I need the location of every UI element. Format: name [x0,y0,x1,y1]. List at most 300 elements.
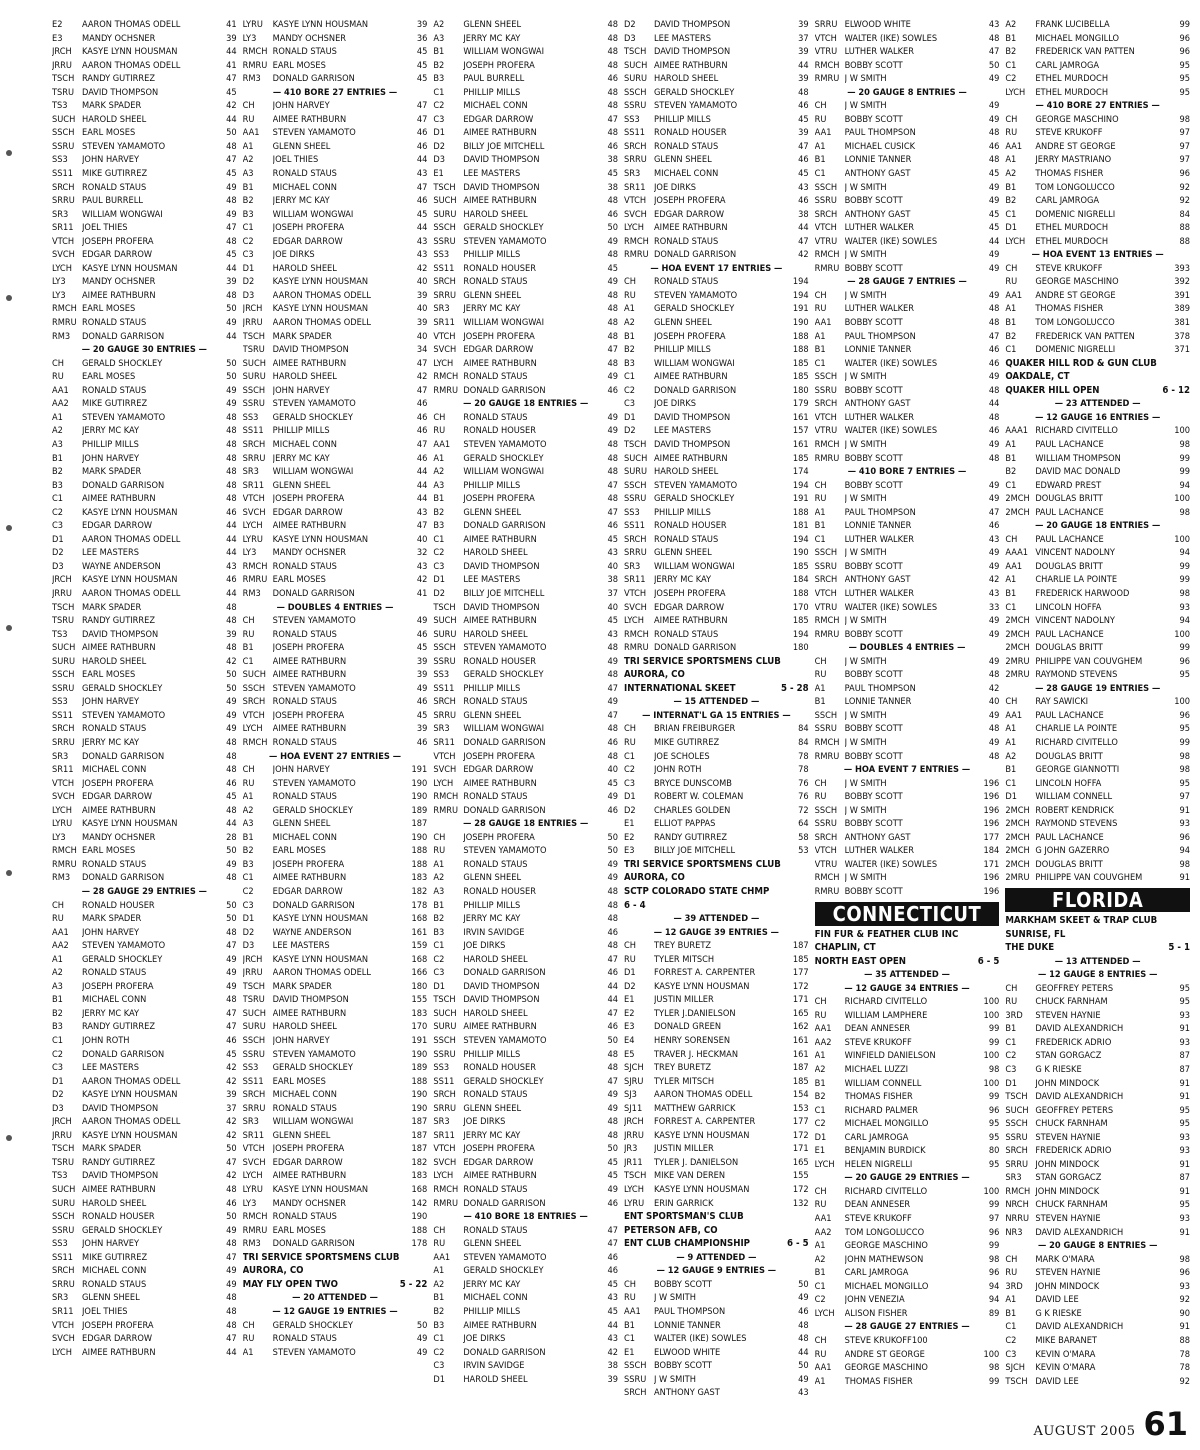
shooter-name: AIMEE RATHBURN [463,195,537,207]
score: 184 [792,574,809,586]
score: 50 [607,845,618,857]
shooter-name: DONALD GARRISON [272,587,355,599]
score: 49 [226,384,237,396]
shooter-name: IRVIN SAVIDGE [463,1360,525,1372]
shooter-name: MIKE BARANET [1035,1334,1097,1346]
score: 45 [226,168,237,180]
result-row [815,858,1000,872]
shooter-name: MICHAEL CONN [272,831,337,843]
result-row [624,411,809,425]
result-row [433,966,618,980]
class-code: SSCH [242,1035,266,1047]
result-row [624,506,809,520]
score: 50 [226,1143,237,1155]
shooter-name: AIMEE RATHBURN [463,1021,537,1033]
class-code: SSRU [52,1224,75,1236]
shooter-name: WAYNE ANDERSON [82,560,161,572]
result-row [815,1063,1000,1077]
class-code: RU [242,113,255,125]
club-header: ENT SPORTSMAN'S CLUB [624,1211,744,1223]
result-row [433,384,618,398]
shooter-name: LUTHER WALKER [844,411,915,423]
result-row [243,424,428,438]
shooter-name: WILLIAM WONGWAI [654,560,735,572]
club-header: PETERSON AFB, CO [624,1224,718,1236]
score: 94 [1179,547,1190,559]
class-code: B2 [814,1091,826,1103]
shooter-name: MANDY OCHSNER [82,32,156,44]
score: 99 [1179,574,1190,586]
score: 48 [607,899,618,911]
shooter-name: PHILLIP MILLS [463,86,521,98]
score: 99 [988,1240,1000,1252]
shooter-name: LUTHER WALKER [844,533,915,545]
result-row [52,966,237,980]
class-code: B1 [1005,764,1017,776]
shooter-name: DONALD GARRISON [82,1048,165,1060]
score: 87 [1179,1050,1190,1062]
score: 40 [988,696,1000,708]
class-code: AA2 [814,1036,832,1048]
class-code: TSCH [52,1143,75,1155]
shooter-name: JERRY MC KAY [272,195,330,207]
section-header: — 12 GAUGE 8 ENTRIES — [1037,969,1158,981]
class-code: SR11 [624,574,646,586]
score: 50 [416,1319,428,1331]
result-row [1005,343,1190,357]
class-code: RMCH [814,872,840,884]
shooter-name: GERALD SHOCKLEY [654,493,735,505]
result-row [243,153,428,167]
class-code: B2 [1005,466,1017,478]
shooter-name: RONALD STAUS [82,723,147,735]
class-code: A2 [433,1278,445,1290]
score: 50 [607,222,618,234]
class-code: RU [433,845,446,857]
result-row [433,424,618,438]
score: 48 [226,140,237,152]
class-code: C3 [624,398,636,410]
result-row [1005,167,1190,181]
class-code: CH [814,1334,827,1346]
class-code: B1 [433,46,445,58]
score: 47 [416,520,428,532]
result-row [433,1048,618,1062]
result-row [52,573,237,587]
score: 48 [607,86,618,98]
shooter-name: RONALD STAUS [463,1224,528,1236]
result-row [243,1346,428,1360]
result-row [624,1088,809,1102]
class-code: VTCH [814,587,837,599]
score: 49 [988,628,1000,640]
class-code: AA1 [52,384,69,396]
shooter-name: RONALD STAUS [82,967,147,979]
score: 92 [1179,1375,1190,1387]
result-row [433,289,618,303]
score: 190 [411,1102,428,1114]
shooter-name: JERRY MC KAY [654,574,711,586]
score: 78 [1179,1362,1190,1374]
score: 47 [416,113,428,125]
shooter-name: AIMEE RATHBURN [463,777,537,789]
result-row [1005,1009,1190,1023]
score: 46 [607,967,618,979]
result-row [52,452,237,466]
score: 99 [988,1023,1000,1035]
shooter-name: RONALD STAUS [654,235,719,247]
result-row [433,1169,618,1183]
score: 177 [792,967,809,979]
class-code: A3 [242,168,254,180]
class-code: SUCH [52,642,76,654]
class-code: CH [52,357,64,369]
class-code: E1 [624,1346,635,1358]
result-row [433,1305,618,1319]
class-code: SRCH [814,398,838,410]
score: 48 [226,479,237,491]
result-row [1005,302,1190,316]
class-code: B1 [433,899,445,911]
shooter-name: KASYE LYNN HOUSMAN [82,46,178,58]
class-code: SSCH [242,682,266,694]
shooter-name: PHILLIP MILLS [463,249,521,261]
score: 95 [1179,996,1190,1008]
score: 36 [416,32,428,44]
score: 45 [988,222,1000,234]
shooter-name: MICHAEL CONN [463,100,528,112]
shooter-name: TREY BURETZ [654,940,712,952]
score: 37 [607,587,618,599]
class-code: RU [814,1199,827,1211]
shooter-name: PAUL THOMPSON [654,1305,726,1317]
issue-date: AUGUST 2005 [1033,1424,1136,1439]
result-row [1005,1212,1190,1226]
score: 48 [607,438,618,450]
class-code: RMCH [814,59,840,71]
result-row [1005,479,1190,493]
score: 93 [1179,1036,1190,1048]
class-code: CH [814,479,827,491]
result-row [433,560,618,574]
score: 80 [988,1145,1000,1157]
score: 38 [798,208,809,220]
shooter-name: KEVIN O'MARA [1035,1348,1096,1360]
class-code: RMRU [52,317,77,329]
result-row [624,126,809,140]
shooter-name: ANTHONY GAST [844,574,911,586]
result-row [433,72,618,86]
score: 42 [226,100,237,112]
score: 47 [416,438,428,450]
score: 183 [411,1170,428,1182]
score: 45 [607,262,618,274]
score: 46 [607,926,618,938]
class-code: A2 [1005,19,1017,30]
class-code: SR11 [433,1129,455,1141]
class-code: JRRU [624,1129,644,1141]
shooter-name: AIMEE RATHBURN [463,533,537,545]
shooter-name: AARON THOMAS ODELL [82,19,181,30]
score: 49 [988,615,1000,627]
score: 371 [1174,344,1190,356]
shooter-name: PHILLIP MILLS [463,479,521,491]
class-code: SVCH [52,791,75,803]
result-row [52,397,237,411]
shooter-name: JUSTIN MILLER [654,1143,714,1155]
class-code: RMRU [814,262,840,274]
shooter-name: FREDERICK ADRIO [1035,1145,1112,1157]
class-code: LY3 [242,32,257,44]
class-code: SVCH [433,1156,457,1168]
result-row [815,1077,1000,1091]
shooter-name: DAVID THOMPSON [82,1102,159,1114]
score: 46 [988,140,1000,152]
shooter-name: DAVID THOMPSON [463,154,540,166]
shooter-name: RICHARD PALMER [844,1104,918,1116]
class-code: RM3 [242,73,261,85]
shooter-name: LUTHER WALKER [844,303,915,315]
class-code: CH [1005,696,1018,708]
score: 48 [607,100,618,112]
result-row [1005,560,1190,574]
result-row [1005,424,1190,438]
score: 97 [988,1213,1000,1225]
score: 50 [798,1360,809,1372]
result-row [433,370,618,384]
result-row [624,45,809,59]
score: 48 [607,940,618,952]
result-row [1005,452,1190,466]
score: 49 [988,371,1000,383]
shooter-name: EDGAR DARROW [463,344,534,356]
shooter-name: GLENN SHEEL [463,872,522,884]
class-code: LY3 [242,1197,257,1209]
result-row [1005,32,1190,46]
score: 93 [1179,1145,1190,1157]
score: 45 [226,249,237,261]
shooter-name: DOMENIC NIGRELLI [1035,344,1116,356]
score: 50 [226,371,237,383]
shooter-name: J W SMITH [844,371,887,383]
score: 49 [607,872,618,884]
shooter-name: DONALD GARRISON [463,1197,546,1209]
shooter-name: EARL MOSES [272,845,326,857]
shooter-name: HAROLD SHEEL [654,466,719,478]
shooter-name: JOHN HARVEY [272,384,330,396]
score: 178 [411,1238,428,1250]
score: 179 [792,398,809,410]
shooter-name: EDGAR DARROW [82,1333,153,1345]
score: 48 [607,32,618,44]
score: 48 [607,249,618,261]
result-row [433,1007,618,1021]
class-code: D3 [242,940,255,952]
shooter-name: JOHN MINDOCK [1035,1185,1100,1197]
class-code: SR3 [52,1292,69,1304]
class-code: A1 [242,791,254,803]
shooter-name: GEORGE MASCHINO [1035,113,1119,125]
class-code: B2 [52,466,63,478]
class-code: NRCH [1005,1199,1029,1211]
shooter-name: KASYE LYNN HOUSMAN [82,818,178,830]
result-row [243,248,428,262]
event-date: 6 - 5 [787,1238,809,1250]
shooter-name: G K RIESKE [1035,1307,1082,1319]
result-row [815,1212,1000,1226]
score: 49 [226,1224,237,1236]
score: 44 [607,994,618,1006]
shooter-name: GERALD SHOCKLEY [463,1265,544,1277]
result-row [624,1183,809,1197]
result-row [433,1156,618,1170]
class-code: SRCH [433,276,456,288]
shooter-name: WILLIAM WONGWAI [272,1116,354,1128]
result-row [52,912,237,926]
result-row [243,736,428,750]
result-row [243,885,428,899]
class-code: CH [814,1185,827,1197]
score: 95 [1179,59,1190,71]
result-row [1005,750,1190,764]
shooter-name: DAVID THOMPSON [654,411,731,423]
result-row [815,655,1000,669]
score: 39 [416,19,428,30]
score: 161 [792,411,809,423]
score: 64 [798,818,809,830]
shooter-name: JOE DIRKS [463,940,506,952]
class-code: LYRU [624,1197,645,1209]
shooter-name: MICHAEL CONN [654,168,719,180]
result-row [52,546,237,560]
shooter-name: PAUL LACHANCE [1035,438,1104,450]
shooter-name: STEVE KRUKOFF [844,1036,912,1048]
score: 84 [798,736,809,748]
result-row [815,722,1000,736]
result-row [433,492,618,506]
score: 42 [226,1075,237,1087]
score: 42 [226,1116,237,1128]
score: 49 [988,249,1000,261]
shooter-name: RONALD STAUS [272,1333,337,1345]
score: 194 [792,289,809,301]
score: 49 [226,723,237,735]
shooter-name: LUTHER WALKER [844,845,915,857]
class-code: E5 [624,1048,635,1060]
shooter-name: HAROLD SHEEL [272,1021,337,1033]
shooter-name: DONALD GARRISON [463,384,546,396]
score: 185 [792,615,809,627]
class-code: SRRU [433,709,457,721]
shooter-name: RONALD STAUS [654,533,719,545]
shooter-name: DONALD GARRISON [82,872,165,884]
score: 48 [607,46,618,58]
score: 47 [607,1238,618,1250]
score: 47 [226,1021,237,1033]
result-row [1005,573,1190,587]
score: 46 [416,628,428,640]
score: 43 [607,1292,618,1304]
shooter-name: RONALD STAUS [272,1102,337,1114]
class-code: SURU [52,655,76,667]
section-header: — DOUBLES 4 ENTRIES — [276,601,394,613]
result-row [52,1034,237,1048]
score: 191 [411,1035,428,1047]
score: 95 [1179,723,1190,735]
class-code: JRCH [242,303,263,315]
score: 45 [607,615,618,627]
score: 181 [792,520,809,532]
result-row [433,153,618,167]
class-code: B1 [1005,181,1017,193]
class-code: SJ3 [624,1089,637,1101]
section-header: — INTERNAT'L GA 15 ENTRIES — [642,709,791,721]
score: 38 [607,154,618,166]
result-row [815,1049,1000,1063]
result-row [52,926,237,940]
score: 187 [792,1062,809,1074]
class-code: D2 [433,140,445,152]
score: 72 [798,804,809,816]
shooter-name: BOBBY SCOTT [844,195,903,207]
shooter-name: DONALD GARRISON [272,1238,355,1250]
score: 44 [226,547,237,559]
shooter-name: WINFIELD DANIELSON [844,1050,936,1062]
result-row [815,573,1000,587]
class-code: A1 [52,411,63,423]
result-row [433,1115,618,1129]
result-row [433,885,618,899]
shooter-name: WILLIAM THOMPSON [1035,452,1121,464]
class-code: SRCH [52,181,75,193]
result-row [243,939,428,953]
class-code: B3 [242,208,254,220]
score: 44 [416,222,428,234]
shooter-name: RONALD STAUS [82,858,147,870]
class-code: A1 [1005,723,1017,735]
class-code: SR11 [52,1305,74,1317]
result-row [624,831,809,845]
class-code: RMCH [52,845,77,857]
class-code: SRCH [814,831,838,843]
class-code: C1 [814,1104,826,1116]
class-code: RU [624,953,636,965]
result-row [243,546,428,560]
class-code: B1 [624,1319,635,1331]
class-code: AA1 [1005,560,1023,572]
result-row [1005,1361,1190,1375]
score: 47 [416,181,428,193]
result-row [624,1102,809,1116]
class-code: A3 [52,438,63,450]
result-row [1005,153,1190,167]
result-row [815,330,1000,344]
class-code: A2 [433,19,445,30]
score: 45 [226,1048,237,1060]
score: 42 [416,262,428,274]
score: 45 [416,709,428,721]
result-row [1005,858,1190,872]
shooter-name: GERALD SHOCKLEY [654,86,735,98]
result-row [243,126,428,140]
result-row [52,506,237,520]
class-code: SSCH [52,127,75,139]
class-code: RMCH [52,303,77,315]
result-row [433,1278,618,1292]
result-row [624,1048,809,1062]
shooter-name: ANTHONY GAST [654,1387,720,1399]
shooter-name: WALTER (IKE) SOWLES [844,357,938,369]
